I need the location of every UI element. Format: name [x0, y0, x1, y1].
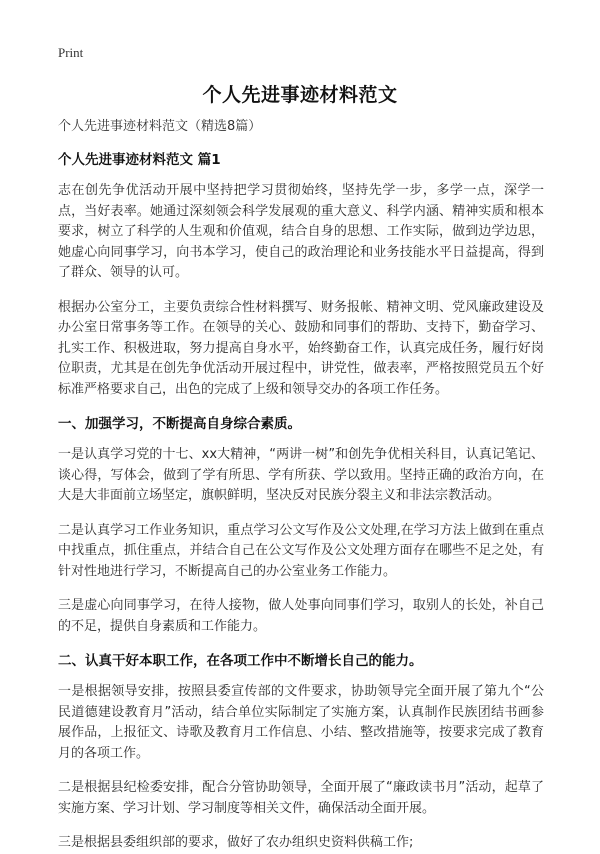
section-heading: 二、认真干好本职工作，在各项工作中不断增长自己的能力。 [58, 653, 423, 669]
paragraph: 二是认真学习工作业务知识，重点学习公文写作及公文处理,在学习方法上做到在重点中找重点，抓住重点，并结合自己在公文写作及公文处理方面存在哪些不足之处，有针对性地进行学习，不断提高自己的办公室业务工作能力。 [58, 522, 544, 579]
paragraph: 根据办公室分工，主要负责综合性材料撰写、财务报帐、精神文明、党风廉政建设及办公室日常事务等工作。在领导的关心、鼓励和同事们的帮助、支持下，勤奋学习、扎实工作、积极进取，努力提高自身水平，始终勤奋工作，认真完成任务，履行好岗位职责，尤其是在创先争优活动开展过程中，讲党性，做表率，严格按照党员五个好标准严格要求自己，出色的完成了上级和领导交办的各项工作任务。 [58, 299, 544, 397]
document-title: 个人先进事迹材料范文 [202, 84, 398, 106]
paragraph: 三是虚心向同事学习，在待人接物，做人处事向同事们学习，取别人的长处，补自己的不足，提供自身素质和工作能力。 [58, 598, 544, 634]
paragraph: 三是根据县委组织部的要求，做好了农办组织史资料供稿工作; [58, 835, 414, 850]
paragraph: 志在创先争优活动开展中坚持把学习贯彻始终，坚持先学一步，多学一点，深学一点，当好表率。她通过深刻领会科学发展观的重大意义、科学内涵、精神实质和根本要求，树立了科学的人生观和价值观，结合自身的思想、工作实际，做到边学边思，她虚心向同事学习，向书本学习，使自己的政治理论和业务技能水平日益提高，得到了群众、领导的认可。 [58, 183, 544, 280]
section-title: 个人先进事迹材料范文 篇1 [58, 152, 221, 168]
document-body [58, 117, 544, 854]
document-subtitle: 个人先进事迹材料范文（精选8篇） [58, 119, 262, 134]
print-link[interactable]: Print [58, 45, 84, 60]
paragraph: 一是认真学习党的十七、xx大精神，“两讲一树”和创先争优相关科目，认真记笔记、谈心得，写体会，做到了学有所思、学有所获、学以致用。坚持正确的政治方向，在大是大非面前立场坚定，旗帜鲜明，坚决反对民族分裂主义和非法宗教活动。 [58, 447, 544, 503]
section-heading: 一、加强学习，不断提高自身综合素质。 [58, 416, 301, 432]
paragraph: 二是根据县纪检委安排，配合分管协助领导，全面开展了“廉政读书月”活动，起草了实施方案、学习计划、学习制度等相关文件，确保活动全面开展。 [58, 780, 544, 816]
paragraph: 一是根据领导安排，按照县委宣传部的文件要求，协助领导完全面开展了第九个“公民道德建设教育月”活动，结合单位实际制定了实施方案，认真制作民族团结书画参展作品，上报征文、诗歌及教育月工作信息、小结、整改措施等，按要求完成了教育月的各项工作。 [58, 684, 544, 761]
